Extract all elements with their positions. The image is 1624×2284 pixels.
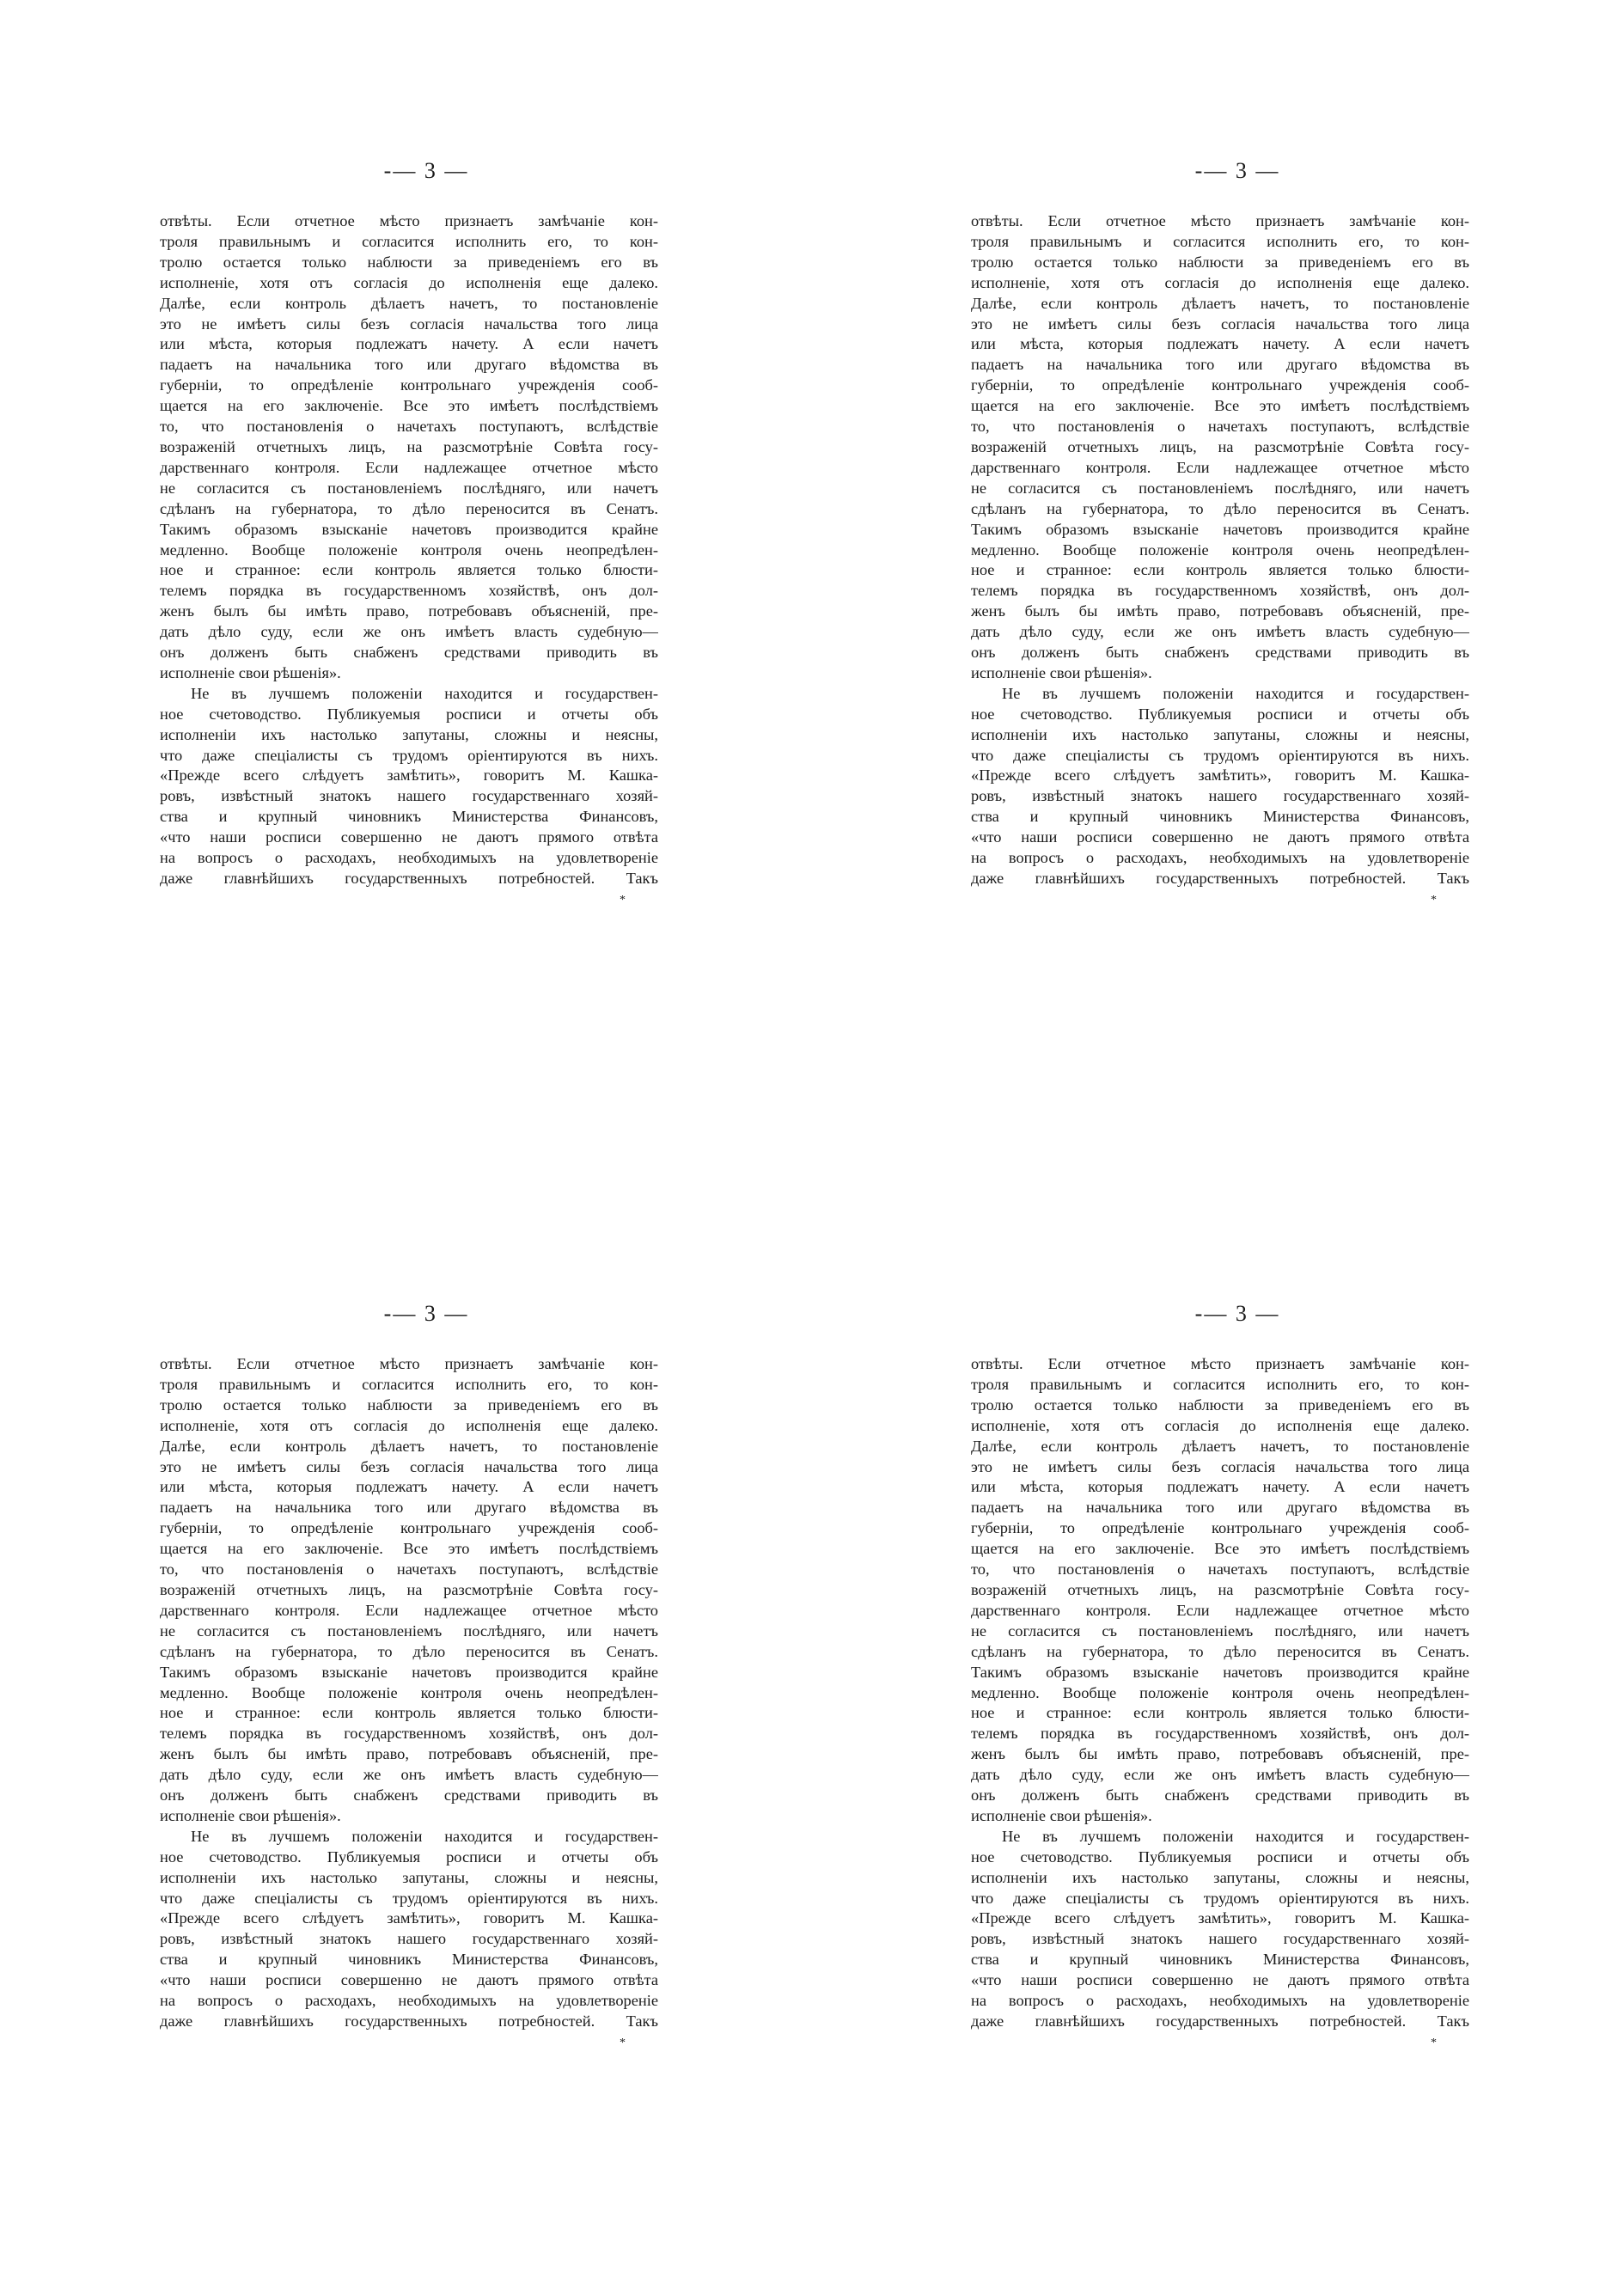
text-line: троля правильнымъ и согласится исполнить его, то кон- [160, 232, 658, 250]
text-line: «Прежде всего слѣдуетъ замѣтить», говоритъ М. Кашка- [160, 766, 658, 785]
text-line: троля правильнымъ и согласится исполнить его, то кон- [971, 232, 1469, 250]
text-line: исполненіе свои рѣшенія». [160, 663, 341, 681]
text-line: то, что постановленія о начетахъ поступаютъ, вслѣдствіе [160, 1560, 658, 1579]
text-line: на вопросъ о расходахъ, необходимыхъ на удовлетвореніе [971, 1992, 1469, 2010]
text-line: или мѣста, которыя подлежатъ начету. А если начетъ [160, 335, 658, 353]
text-line: дарственнаго контроля. Если надлежащее отчетное мѣсто [160, 458, 658, 476]
text-line: троля правильнымъ и согласится исполнить его, то кон- [971, 1375, 1469, 1393]
text-line: ное и странное: если контроль является только блюсти- [160, 1704, 658, 1722]
text-line: ства и крупный чиновникъ Министерства Финансовъ, [971, 808, 1469, 826]
text-line: ное счетоводство. Публикуемыя росписи и отчеты объ [971, 1847, 1469, 1866]
text-line: что даже спеціалисты съ трудомъ оріентируются въ нихъ. [160, 1889, 658, 1907]
footnote-mark: * [620, 893, 626, 907]
text-line: не согласится съ постановленіемъ послѣдняго, или начетъ [971, 479, 1469, 497]
text-line: щается на его заключеніе. Все это имѣетъ послѣдствіемъ [160, 397, 658, 415]
page-top-right [971, 156, 1469, 908]
text-line: исполненіи ихъ настолько запутаны, сложны и неясны, [971, 725, 1469, 743]
page-text [971, 211, 1469, 889]
text-line: Далѣе, если контроль дѣлаетъ начетъ, то постановленіе [971, 294, 1469, 312]
text-line: губерніи, то опредѣленіе контрольнаго учрежденія сооб- [160, 1519, 658, 1537]
text-line: на вопросъ о расходахъ, необходимыхъ на удовлетвореніе [971, 849, 1469, 867]
text-line: возраженій отчетныхъ лицъ, на разсмотрѣніе Совѣта госу- [160, 1580, 658, 1598]
text-line: тролю остается только наблюсти за приведеніемъ его въ [971, 253, 1469, 271]
text-line: телемъ порядка въ государственномъ хозяйствѣ, онъ дол- [971, 582, 1469, 600]
text-line: возраженій отчетныхъ лицъ, на разсмотрѣніе Совѣта госу- [971, 437, 1469, 455]
page-bottom-right [971, 1299, 1469, 2051]
text-line: даже главнѣйшихъ государственныхъ потребностей. Такъ [971, 870, 1469, 887]
text-line: падаетъ на начальника того или другаго вѣдомства въ [160, 356, 658, 374]
text-line: дать дѣло суду, если же онъ имѣетъ власть судебную— [971, 1766, 1469, 1784]
page-text [160, 211, 658, 889]
text-line: исполненіе свои рѣшенія». [971, 663, 1152, 681]
page-top-left [160, 156, 658, 908]
text-line: Не въ лучшемъ положеніи находится и государствен- [1002, 1827, 1469, 1845]
text-line: Далѣе, если контроль дѣлаетъ начетъ, то постановленіе [971, 1437, 1469, 1455]
text-line: губерніи, то опредѣленіе контрольнаго учрежденія сооб- [971, 1519, 1469, 1537]
text-line: «Прежде всего слѣдуетъ замѣтить», говоритъ М. Кашка- [971, 766, 1469, 785]
text-line: «что наши росписи совершенно не даютъ прямого отвѣта [971, 828, 1469, 846]
text-line: ное и странное: если контроль является только блюсти- [971, 1704, 1469, 1722]
text-line: онъ долженъ быть снабженъ средствами приводить въ [160, 644, 658, 662]
text-line: телемъ порядка въ государственномъ хозяйствѣ, онъ дол- [160, 582, 658, 600]
text-line: ное счетоводство. Публикуемыя росписи и отчеты объ [971, 705, 1469, 723]
text-line: это не имѣетъ силы безъ согласія начальства того лица [971, 1457, 1469, 1475]
text-line: исполненіе, хотя отъ согласія до исполненія еще далеко. [160, 1416, 658, 1434]
text-line: не согласится съ постановленіемъ послѣдняго, или начетъ [160, 479, 658, 497]
text-line: исполненіи ихъ настолько запутаны, сложны и неясны, [160, 1868, 658, 1886]
footnote-mark: * [1431, 2036, 1437, 2049]
text-line: исполненіи ихъ настолько запутаны, сложны и неясны, [160, 725, 658, 743]
text-line: медленно. Вообще положеніе контроля очень неопредѣлен- [160, 1683, 658, 1701]
text-line: отвѣты. Если отчетное мѣсто признаетъ замѣчаніе кон- [971, 212, 1469, 229]
page-bottom-left [160, 1299, 658, 2051]
text-line: женъ былъ бы имѣть право, потребовавъ объясненій, пре- [160, 1745, 658, 1763]
text-line: что даже спеціалисты съ трудомъ оріентируются въ нихъ. [971, 746, 1469, 764]
page-number: -— 3 — [383, 158, 469, 183]
page-number: -— 3 — [383, 1301, 469, 1326]
text-line: «что наши росписи совершенно не даютъ прямого отвѣта [160, 828, 658, 846]
text-line: ное счетоводство. Публикуемыя росписи и отчеты объ [160, 1847, 658, 1866]
text-line: онъ долженъ быть снабженъ средствами приводить въ [971, 1786, 1469, 1805]
page-number: -— 3 — [1194, 158, 1280, 183]
text-line: отвѣты. Если отчетное мѣсто признаетъ замѣчаніе кон- [971, 1355, 1469, 1372]
text-line: исполненіе свои рѣшенія». [971, 1806, 1152, 1824]
text-line: Далѣе, если контроль дѣлаетъ начетъ, то постановленіе [160, 1437, 658, 1455]
text-line: падаетъ на начальника того или другаго вѣдомства въ [160, 1499, 658, 1517]
text-line: на вопросъ о расходахъ, необходимыхъ на удовлетвореніе [160, 1992, 658, 2010]
footnote-mark: * [620, 2036, 626, 2049]
text-line: женъ былъ бы имѣть право, потребовавъ объясненій, пре- [971, 602, 1469, 620]
text-line: ства и крупный чиновникъ Министерства Финансовъ, [160, 808, 658, 826]
page-text [971, 1354, 1469, 2032]
text-line: падаетъ на начальника того или другаго вѣдомства въ [971, 1499, 1469, 1517]
text-line: исполненіи ихъ настолько запутаны, сложны и неясны, [971, 1868, 1469, 1886]
text-line: «Прежде всего слѣдуетъ замѣтить», говоритъ М. Кашка- [160, 1909, 658, 1927]
text-line: дарственнаго контроля. Если надлежащее отчетное мѣсто [971, 1601, 1469, 1619]
text-line: даже главнѣйшихъ государственныхъ потребностей. Такъ [160, 870, 658, 887]
text-line: или мѣста, которыя подлежатъ начету. А если начетъ [971, 1478, 1469, 1496]
footnote-mark: * [1431, 893, 1437, 907]
text-line: не согласится съ постановленіемъ послѣдняго, или начетъ [971, 1621, 1469, 1640]
text-line: ное и странное: если контроль является только блюсти- [971, 561, 1469, 579]
text-line: Не въ лучшемъ положеніи находится и государствен- [191, 1827, 658, 1845]
text-line: возраженій отчетныхъ лицъ, на разсмотрѣніе Совѣта госу- [971, 1580, 1469, 1598]
text-line: возраженій отчетныхъ лицъ, на разсмотрѣніе Совѣта госу- [160, 437, 658, 455]
text-line: дать дѣло суду, если же онъ имѣетъ власть судебную— [160, 623, 658, 641]
text-line: губерніи, то опредѣленіе контрольнаго учрежденія сооб- [971, 376, 1469, 394]
text-line: телемъ порядка въ государственномъ хозяйствѣ, онъ дол- [971, 1725, 1469, 1743]
text-line: исполненіе, хотя отъ согласія до исполненія еще далеко. [971, 1416, 1469, 1434]
text-line: медленно. Вообще положеніе контроля очень неопредѣлен- [971, 1683, 1469, 1701]
text-line: онъ долженъ быть снабженъ средствами приводить въ [160, 1786, 658, 1805]
text-line: Далѣе, если контроль дѣлаетъ начетъ, то постановленіе [160, 294, 658, 312]
text-line: это не имѣетъ силы безъ согласія начальства того лица [160, 1457, 658, 1475]
text-line: дать дѣло суду, если же онъ имѣетъ власть судебную— [160, 1766, 658, 1784]
text-line: ровъ, извѣстный знатокъ нашего государственнаго хозяй- [160, 787, 658, 805]
text-line: это не имѣетъ силы безъ согласія начальства того лица [971, 315, 1469, 333]
text-line: не согласится съ постановленіемъ послѣдняго, или начетъ [160, 1621, 658, 1640]
text-line: медленно. Вообще положеніе контроля очень неопредѣлен- [971, 540, 1469, 559]
text-line: тролю остается только наблюсти за приведеніемъ его въ [971, 1395, 1469, 1414]
text-line: онъ долженъ быть снабженъ средствами приводить въ [971, 644, 1469, 662]
text-line: сдѣланъ на губернатора, то дѣло переносится въ Сенатъ. [160, 1642, 658, 1660]
text-line: щается на его заключеніе. Все это имѣетъ послѣдствіемъ [160, 1540, 658, 1558]
text-line: ровъ, извѣстный знатокъ нашего государственнаго хозяй- [971, 1930, 1469, 1948]
text-line: Такимъ образомъ взысканіе начетовъ производится крайне [160, 1663, 658, 1681]
text-line: Такимъ образомъ взысканіе начетовъ производится крайне [971, 1663, 1469, 1681]
text-line: это не имѣетъ силы безъ согласія начальства того лица [160, 315, 658, 333]
text-line: тролю остается только наблюсти за приведеніемъ его въ [160, 253, 658, 271]
text-line: сдѣланъ на губернатора, то дѣло переносится въ Сенатъ. [971, 1642, 1469, 1660]
page-text [160, 1354, 658, 2032]
text-line: падаетъ на начальника того или другаго вѣдомства въ [971, 356, 1469, 374]
text-line: женъ былъ бы имѣть право, потребовавъ объясненій, пре- [971, 1745, 1469, 1763]
text-line: женъ былъ бы имѣть право, потребовавъ объясненій, пре- [160, 602, 658, 620]
text-line: «Прежде всего слѣдуетъ замѣтить», говоритъ М. Кашка- [971, 1909, 1469, 1927]
text-line: дарственнаго контроля. Если надлежащее отчетное мѣсто [160, 1601, 658, 1619]
text-line: Не въ лучшемъ положеніи находится и государствен- [1002, 684, 1469, 702]
page-number: -— 3 — [1194, 1301, 1280, 1326]
text-line: то, что постановленія о начетахъ поступаютъ, вслѣдствіе [971, 1560, 1469, 1579]
text-line: ства и крупный чиновникъ Министерства Финансовъ, [160, 1951, 658, 1969]
text-line: троля правильнымъ и согласится исполнить его, то кон- [160, 1375, 658, 1393]
text-line: тролю остается только наблюсти за приведеніемъ его въ [160, 1395, 658, 1414]
text-line: Такимъ образомъ взысканіе начетовъ производится крайне [971, 520, 1469, 538]
text-line: то, что постановленія о начетахъ поступаютъ, вслѣдствіе [971, 418, 1469, 436]
text-line: ровъ, извѣстный знатокъ нашего государственнаго хозяй- [971, 787, 1469, 805]
text-line: ства и крупный чиновникъ Министерства Финансовъ, [971, 1951, 1469, 1969]
text-line: исполненіе, хотя отъ согласія до исполненія еще далеко. [160, 273, 658, 291]
text-line: ное счетоводство. Публикуемыя росписи и отчеты объ [160, 705, 658, 723]
text-line: «что наши росписи совершенно не даютъ прямого отвѣта [160, 1971, 658, 1989]
text-line: телемъ порядка въ государственномъ хозяйствѣ, онъ дол- [160, 1725, 658, 1743]
text-line: Такимъ образомъ взысканіе начетовъ производится крайне [160, 520, 658, 538]
text-line: сдѣланъ на губернатора, то дѣло переносится въ Сенатъ. [971, 499, 1469, 517]
text-line: отвѣты. Если отчетное мѣсто признаетъ замѣчаніе кон- [160, 212, 658, 229]
text-line: губерніи, то опредѣленіе контрольнаго учрежденія сооб- [160, 376, 658, 394]
text-line: Не въ лучшемъ положеніи находится и государствен- [191, 684, 658, 702]
text-line: ное и странное: если контроль является только блюсти- [160, 561, 658, 579]
text-line: щается на его заключеніе. Все это имѣетъ послѣдствіемъ [971, 397, 1469, 415]
text-line: сдѣланъ на губернатора, то дѣло переносится въ Сенатъ. [160, 499, 658, 517]
text-line: то, что постановленія о начетахъ поступаютъ, вслѣдствіе [160, 418, 658, 436]
text-line: отвѣты. Если отчетное мѣсто признаетъ замѣчаніе кон- [160, 1355, 658, 1372]
text-line: что даже спеціалисты съ трудомъ оріентируются въ нихъ. [971, 1889, 1469, 1907]
text-line: даже главнѣйшихъ государственныхъ потребностей. Такъ [971, 2012, 1469, 2030]
text-line: медленно. Вообще положеніе контроля очень неопредѣлен- [160, 540, 658, 559]
text-line: дарственнаго контроля. Если надлежащее отчетное мѣсто [971, 458, 1469, 476]
text-line: или мѣста, которыя подлежатъ начету. А если начетъ [160, 1478, 658, 1496]
text-line: даже главнѣйшихъ государственныхъ потребностей. Такъ [160, 2012, 658, 2030]
text-line: «что наши росписи совершенно не даютъ прямого отвѣта [971, 1971, 1469, 1989]
text-line: или мѣста, которыя подлежатъ начету. А если начетъ [971, 335, 1469, 353]
text-line: дать дѣло суду, если же онъ имѣетъ власть судебную— [971, 623, 1469, 641]
text-line: на вопросъ о расходахъ, необходимыхъ на удовлетвореніе [160, 849, 658, 867]
text-line: исполненіе, хотя отъ согласія до исполненія еще далеко. [971, 273, 1469, 291]
text-line: что даже спеціалисты съ трудомъ оріентируются въ нихъ. [160, 746, 658, 764]
text-line: щается на его заключеніе. Все это имѣетъ послѣдствіемъ [971, 1540, 1469, 1558]
text-line: ровъ, извѣстный знатокъ нашего государственнаго хозяй- [160, 1930, 658, 1948]
text-line: исполненіе свои рѣшенія». [160, 1806, 341, 1824]
